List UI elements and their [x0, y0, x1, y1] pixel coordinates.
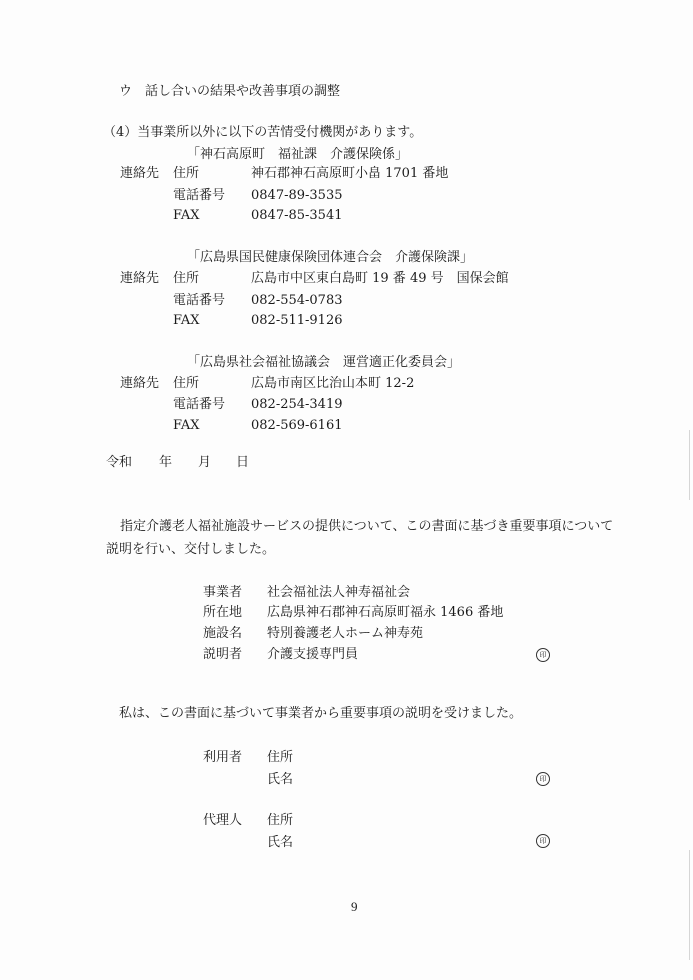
fax-label: FAX: [173, 313, 200, 328]
facility-value: 特別養護老人ホーム神寿苑: [267, 626, 424, 641]
tel-label: 電話番号: [173, 293, 226, 308]
address-label: 住所: [173, 166, 200, 181]
tel-value: 082-254-3419: [251, 397, 343, 412]
agent-address-label: 住所: [267, 813, 294, 828]
date-month: 月: [198, 455, 212, 470]
address-value: 広島市南区比治山本町 12-2: [251, 376, 415, 391]
facility-label: 施設名: [203, 626, 243, 641]
address-label: 住所: [173, 376, 200, 391]
date-era: 令和: [106, 455, 133, 470]
tel-label: 電話番号: [173, 397, 226, 412]
fax-value: 0847-85-3541: [251, 208, 343, 223]
location-value: 広島県神石郡神石高原町福永 1466 番地: [267, 605, 504, 620]
scan-edge-mark: [689, 850, 690, 960]
contact-label: 連絡先: [120, 376, 160, 391]
date-year: 年: [159, 455, 173, 470]
user-label: 利用者: [203, 750, 243, 765]
fax-label: FAX: [173, 418, 200, 433]
explainer-label: 説明者: [203, 647, 243, 662]
agency-2-name: 「広島県国民健康保険団体連合会 介護保険課」: [187, 250, 474, 265]
contact-label: 連絡先: [120, 166, 160, 181]
heading-u: ウ 話し合いの結果や改善事項の調整: [119, 84, 341, 99]
tel-label: 電話番号: [173, 188, 226, 203]
explanation-line-1: 指定介護老人福祉施設サービスの提供について、この書面に基づき重要事項について: [120, 519, 614, 534]
location-label: 所在地: [203, 605, 243, 620]
section4-intro: （4）当事業所以外に以下の苦情受付機関があります。: [103, 125, 423, 140]
agency-3-name: 「広島県社会福祉協議会 運営適正化委員会」: [187, 355, 461, 370]
seal-stamp-icon: 印: [536, 772, 550, 786]
tel-value: 082-554-0783: [251, 293, 343, 308]
fax-label: FAX: [173, 208, 200, 223]
tel-value: 0847-89-3535: [251, 188, 343, 203]
contact-label: 連絡先: [120, 271, 160, 286]
page-number: 9: [351, 899, 358, 914]
agency-1-name: 「神石高原町 福祉課 介護保険係」: [187, 147, 409, 162]
explanation-line-2: 説明を行い、交付しました。: [106, 542, 276, 557]
date-day: 日: [236, 455, 250, 470]
scan-edge-mark: [689, 430, 690, 500]
address-label: 住所: [173, 271, 200, 286]
explainer-value: 介護支援専門員: [267, 647, 359, 662]
receipt-statement: 私は、この書面に基づいて事業者から重要事項の説明を受けました。: [119, 706, 523, 721]
operator-label: 事業者: [203, 585, 243, 600]
user-address-label: 住所: [267, 750, 294, 765]
fax-value: 082-511-9126: [251, 313, 343, 328]
user-name-label: 氏名: [267, 772, 294, 787]
seal-stamp-icon: 印: [536, 834, 550, 848]
seal-stamp-icon: 印: [536, 648, 550, 662]
address-value: 神石郡神石高原町小畠 1701 番地: [251, 166, 449, 181]
fax-value: 082-569-6161: [251, 418, 343, 433]
agent-label: 代理人: [203, 813, 243, 828]
address-value: 広島市中区東白島町 19 番 49 号 国保会館: [251, 271, 509, 286]
operator-value: 社会福祉法人神寿福祉会: [267, 585, 411, 600]
agent-name-label: 氏名: [267, 835, 294, 850]
